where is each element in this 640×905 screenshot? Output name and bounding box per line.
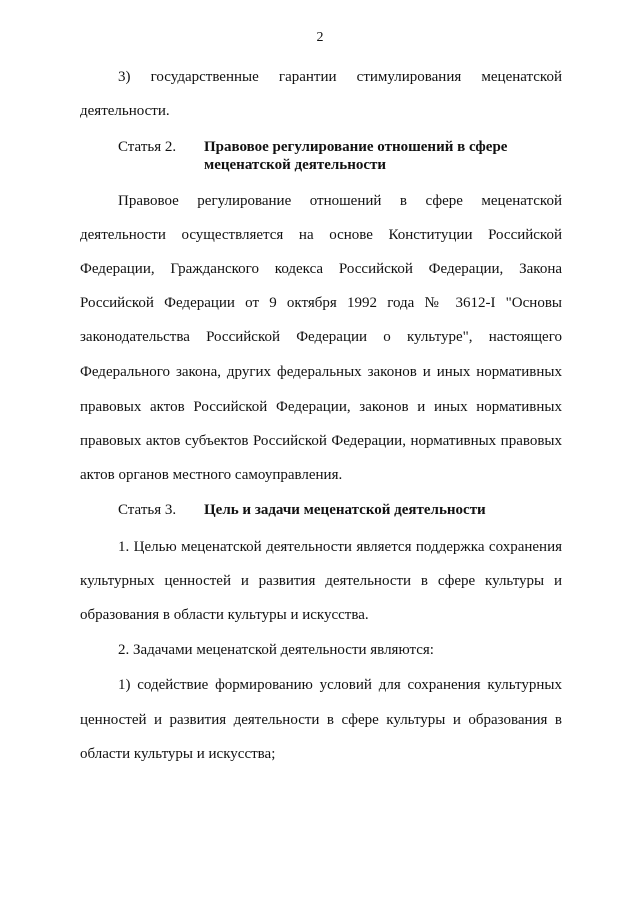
page-number: 2 (316, 30, 324, 45)
article2-title-line2: меценатской деятельности (204, 157, 387, 173)
article3-para3-line: 1) содействие формированию условий для сохранения культурных (118, 677, 562, 693)
article2-number: Статья 2. (118, 139, 177, 155)
article2-line: Федерации, Гражданского кодекса Российской Федерации, Закона (80, 261, 562, 277)
article2-line: деятельности осуществляется на основе Конституции Российской (80, 227, 562, 243)
article3-title: Цель и задачи меценатской деятельности (204, 502, 486, 518)
article3-para1-line: 1. Целью меценатской деятельности является поддержка сохранения (118, 539, 562, 555)
item3-line2: деятельности. (80, 103, 170, 119)
article3-para1-line: образования в области культуры и искусства. (80, 607, 369, 623)
article3-para3-line: ценностей и развития деятельности в сфере культуры и образования в (80, 712, 562, 728)
article3-para3-line: области культуры и искусства; (80, 746, 276, 762)
article2-line: актов органов местного самоуправления. (80, 467, 343, 483)
article2-line: правовых актов субъектов Российской Федерации, нормативных правовых (80, 433, 562, 449)
article3-para2: 2. Задачами меценатской деятельности являются: (118, 642, 434, 658)
article3-number: Статья 3. (118, 502, 177, 518)
article2-title-line1: Правовое регулирование отношений в сфере (204, 139, 508, 155)
article2-line: Российской Федерации от 9 октября 1992 года № 3612-I "Основы (80, 295, 562, 311)
article2-line: Федерального закона, других федеральных законов и иных нормативных (80, 364, 562, 380)
article2-line: Правовое регулирование отношений в сфере меценатской (118, 193, 562, 209)
item3-line1: 3) государственные гарантии стимулирования меценатской (118, 69, 562, 85)
article2-line: законодательства Российской Федерации о культуре", настоящего (80, 329, 562, 345)
article3-para1-line: культурных ценностей и развития деятельности в сфере культуры и (80, 573, 562, 589)
article2-line: правовых актов Российской Федерации, законов и иных нормативных (80, 399, 562, 415)
